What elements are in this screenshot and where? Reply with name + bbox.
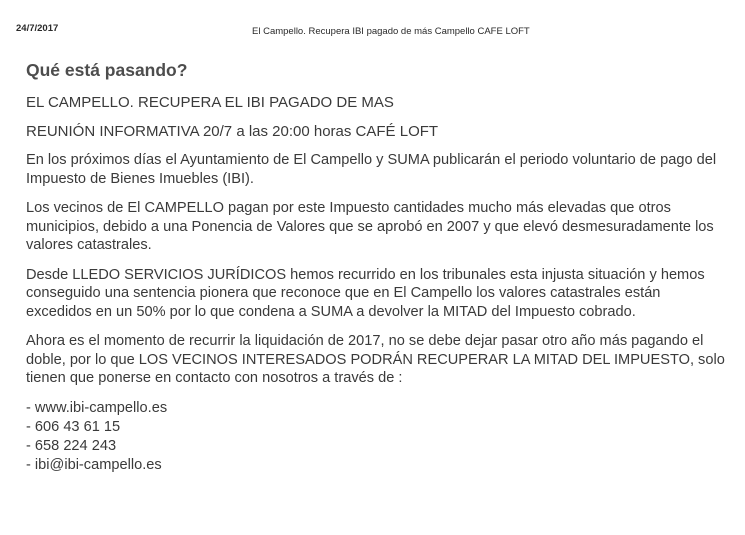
article-body bbox=[26, 60, 726, 475]
header-date: 24/7/2017 bbox=[16, 23, 59, 34]
meeting-line: REUNIÓN INFORMATIVA 20/7 a las 20:00 horas CAFÉ LOFT bbox=[26, 122, 439, 140]
paragraph-context: Los vecinos de El CAMPELLO pagan por este Impuesto cantidades mucho más elevadas que otros municipios, debido a una Ponencia de Valores que se aprobó en 2007 y que elevó desmesuradamente los valores catastrales. bbox=[26, 200, 714, 253]
header-title: El Campello. Recupera IBI pagado de más Campello CAFE LOFT bbox=[252, 26, 530, 37]
paragraph-lawsuit: Desde LLEDO SERVICIOS JURÍDICOS hemos recurrido en los tribunales esta injusta situación y hemos conseguido una sentencia pionera que reconoce que en El Campello los valores catastrales están excedidos en un 50% por lo que condena a SUMA a devolver la MITAD del Impuesto cobrado. bbox=[26, 266, 705, 320]
contact-phone-2: - 658 224 243 bbox=[26, 437, 117, 454]
contact-list bbox=[26, 399, 726, 475]
page-header bbox=[0, 0, 745, 40]
contact-website: - www.ibi-campello.es bbox=[26, 399, 168, 416]
paragraph-intro: En los próximos días el Ayuntamiento de El Campello y SUMA publicarán el periodo voluntario de pago del Impuesto de Bienes Imuebles (IBI). bbox=[26, 152, 717, 187]
paragraph-call-to-action: Ahora es el momento de recurrir la liquidación de 2017, no se debe dejar pasar otro año más pagando el doble, por lo que LOS VECINOS INTERESADOS PODRÁN RECUPERAR LA MITAD DEL IMPUESTO, solo tienen que ponerse en contacto con nosotros a través de : bbox=[26, 333, 725, 386]
headline-line: EL CAMPELLO. RECUPERA EL IBI PAGADO DE MAS bbox=[26, 94, 394, 111]
section-heading: Qué está pasando? bbox=[26, 60, 188, 80]
contact-phone-1: - 606 43 61 15 bbox=[26, 418, 121, 435]
contact-email: - ibi@ibi-campello.es bbox=[26, 456, 162, 473]
